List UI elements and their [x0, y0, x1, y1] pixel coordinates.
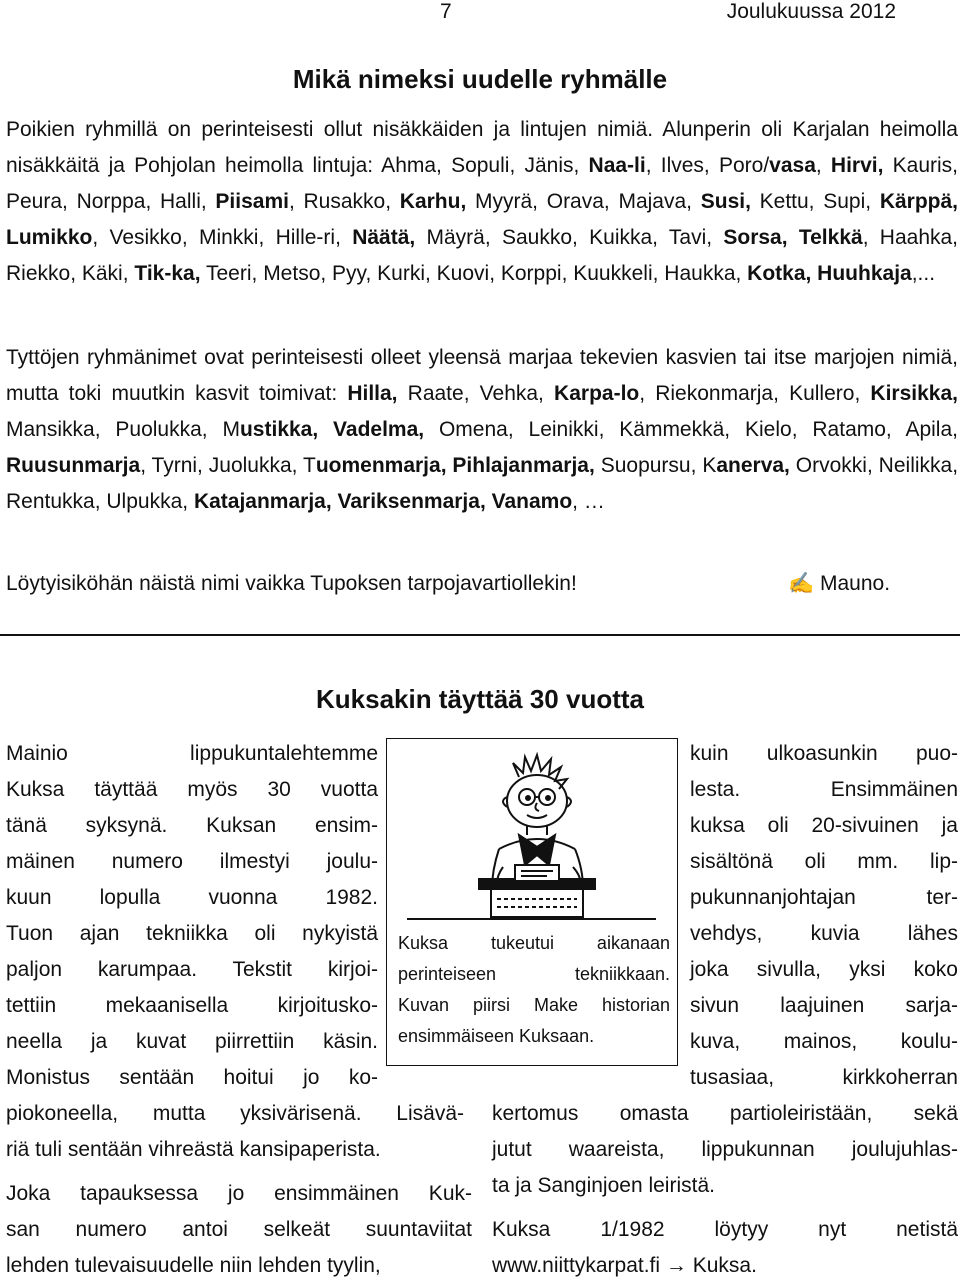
text-run: Mansikka, Puolukka, M: [6, 418, 240, 441]
right-column-second-paragraph: [492, 1212, 958, 1284]
left-column-text: [6, 736, 378, 1096]
section-divider: [0, 634, 960, 636]
bold-group-name: Karhu,: [399, 190, 467, 213]
bold-group-name: Sorsa, Telkkä: [723, 226, 863, 249]
kuksa-label: Kuksa.: [686, 1254, 757, 1277]
bold-group-name: uomenmarja, Pihlajanmarja,: [315, 454, 595, 477]
bold-group-name: Näätä,: [352, 226, 416, 249]
text-run: , Ilves, Poro/: [645, 154, 770, 177]
bold-group-name: Kirsikka,: [870, 382, 958, 405]
text-line: vehdys, kuvia lähes: [690, 922, 958, 945]
text-run: Orvokki, Neilikka, Rentukka, Ulpukka,: [6, 454, 959, 513]
signature-name: Mauno.: [820, 572, 891, 595]
text-run: Poikien ryhmillä on perinteisesti ollut nisäkkäiden ja lintujen nimiä. Alunperin oli Karjalan heimolla nisäkkäitä ja Pohjolan heimolla lintuja: Ahma, Sopuli, Jänis,: [6, 118, 958, 177]
bold-group-name: Susi,: [700, 190, 751, 213]
website-link[interactable]: www.niittykarpat.fi: [492, 1254, 666, 1277]
bold-group-name: vasa: [769, 154, 816, 177]
text-line: kertomus omasta partioleiristään, sekä: [492, 1102, 958, 1125]
bold-group-name: Tik-ka,: [134, 262, 201, 285]
bold-group-name: Kotka, Huuhkaja: [747, 262, 912, 285]
right-arrow-icon: →: [665, 1254, 687, 1277]
text-line: kuksa oli 20-sivuinen ja: [690, 814, 958, 837]
bold-group-name: Ruusunmarja: [6, 454, 141, 477]
text-line: kuun lopulla vuonna 1982.: [6, 886, 378, 909]
text-line: Tuon ajan tekniikka oli nykyistä: [6, 922, 378, 945]
text-run: , Tyrni, Juolukka, T: [140, 454, 316, 477]
left-column-second-paragraph: [6, 1176, 472, 1284]
text-line: sisältönä oli mm. lip-: [690, 850, 958, 873]
text-run: , Rusakko,: [288, 190, 400, 213]
text-run: Kettu, Supi,: [750, 190, 880, 213]
article-title-group-names: Mikä nimeksi uudelle ryhmälle: [292, 64, 668, 94]
text-run: ,: [815, 154, 831, 177]
text-line: mäinen numero ilmestyi joulu-: [6, 850, 378, 873]
text-line: paljon karumpaa. Tekstit kirjoi-: [6, 958, 378, 981]
text-run: Tyttöjen ryhmänimet ovat perinteisesti olleet yleensä marjaa tekevien kasvien tai itse marjojen nimiä, mutta toki muutkin kasvit toimivat:: [6, 346, 958, 405]
text-line: Monistus sentään hoitui jo ko-: [6, 1066, 378, 1089]
text-run: , Haahka, Riekko, Käki,: [6, 226, 959, 285]
text-line: tänä syksynä. Kuksan ensim-: [6, 814, 378, 837]
text-line: Mainio lippukuntalehtemme: [6, 742, 378, 765]
article-title-kuksa-30: Kuksakin täyttää 30 vuotta: [315, 684, 644, 714]
bold-group-name: anerva,: [716, 454, 790, 477]
text-line: jutut waareista, lippukunnan joulujuhlas-: [492, 1138, 958, 1161]
text-line: pukunnanjohtajan ter-: [690, 886, 958, 909]
left-column-continuation: [6, 1096, 464, 1168]
text-line: Kuvan piirsi Make historian: [398, 995, 670, 1015]
closing-question: Löytyisiköhän näistä nimi vaikka Tupoksen tarpojavartiollekin!: [6, 572, 577, 595]
girls-group-names-paragraph: [6, 340, 958, 520]
right-column-text: [690, 736, 958, 1096]
bold-group-name: Hirvi,: [830, 154, 884, 177]
text-line: Kuksa tukeutui aikanaan: [398, 933, 670, 953]
text-line: ta ja Sanginjoen leiristä.: [492, 1174, 715, 1197]
text-run: Suopursu, K: [594, 454, 717, 477]
text-run: ,...: [911, 262, 936, 285]
bold-group-name: Piisami: [215, 190, 289, 213]
text-run: Raate, Vehka,: [397, 382, 555, 405]
text-run: , Vesikko, Minkki, Hille-ri,: [92, 226, 353, 249]
bold-group-name: Hilla,: [347, 382, 398, 405]
issue-date: Joulukuussa 2012: [726, 0, 896, 23]
text-line: Joka tapauksessa jo ensimmäinen Kuk-: [6, 1182, 472, 1205]
text-run: Kauris, Peura, Norppa, Halli,: [6, 154, 958, 213]
illustration-caption: [398, 928, 670, 1052]
text-run: Teeri, Metso, Pyy, Kurki, Kuovi, Korppi, Kuukkeli, Haukka,: [200, 262, 748, 285]
text-line: [492, 1248, 958, 1284]
text-line: riä tuli sentään vihreästä kansipaperista.: [6, 1138, 381, 1161]
right-column-continuation: [492, 1096, 958, 1204]
text-line: neella ja kuvat piirrettiin käsin.: [6, 1030, 378, 1053]
text-run: Omena, Leinikki, Kämmekkä, Kielo, Ratamo, Apila,: [424, 418, 958, 441]
text-line: tusasiaa, kirkkoherran: [690, 1066, 958, 1089]
text-line: kuin ulkoasunkin puo-: [690, 742, 958, 765]
text-line: ensimmäiseen Kuksaan.: [398, 1026, 595, 1046]
text-line: kuva, mainos, koulu-: [690, 1030, 958, 1053]
text-line: tettiin mekaanisella kirjoitusko-: [6, 994, 378, 1017]
text-run: Myyrä, Orava, Majava,: [466, 190, 701, 213]
boys-group-names-paragraph: [6, 112, 958, 292]
text-line: lesta. Ensimmäinen: [690, 778, 958, 801]
text-line: san numero antoi selkeät suuntaviitat: [6, 1218, 472, 1241]
text-line: joka sivulla, yksi koko: [690, 958, 958, 981]
bold-group-name: Katajanmarja, Variksenmarja, Vanamo: [193, 490, 573, 513]
text-line: piokoneella, mutta yksivärisenä. Lisävä-: [6, 1102, 464, 1125]
bold-group-name: ustikka, Vadelma,: [239, 418, 425, 441]
text-line: sivun laajuinen sarja-: [690, 994, 958, 1017]
typewriter-scout-illustration: [387, 739, 676, 927]
signature: [788, 572, 890, 596]
page-number: 7: [440, 0, 452, 23]
writing-hand-icon: ✍: [788, 572, 815, 595]
text-run: , Riekonmarja, Kullero,: [639, 382, 871, 405]
text-line: lehden tulevaisuudelle niin lehden tyylin,: [6, 1254, 381, 1277]
text-line: Kuksa täyttää myös 30 vuotta: [6, 778, 378, 801]
bold-group-name: Kärppä, Lumikko: [6, 190, 958, 249]
bold-group-name: Naa-li: [588, 154, 646, 177]
text-run: , …: [572, 490, 605, 513]
bold-group-name: Karpa-lo: [554, 382, 640, 405]
text-line: perinteiseen tekniikkaan.: [398, 964, 670, 984]
text-run: Mäyrä, Saukko, Kuikka, Tavi,: [415, 226, 724, 249]
text-line: Kuksa 1/1982 löytyy nyt netistä: [492, 1218, 958, 1241]
